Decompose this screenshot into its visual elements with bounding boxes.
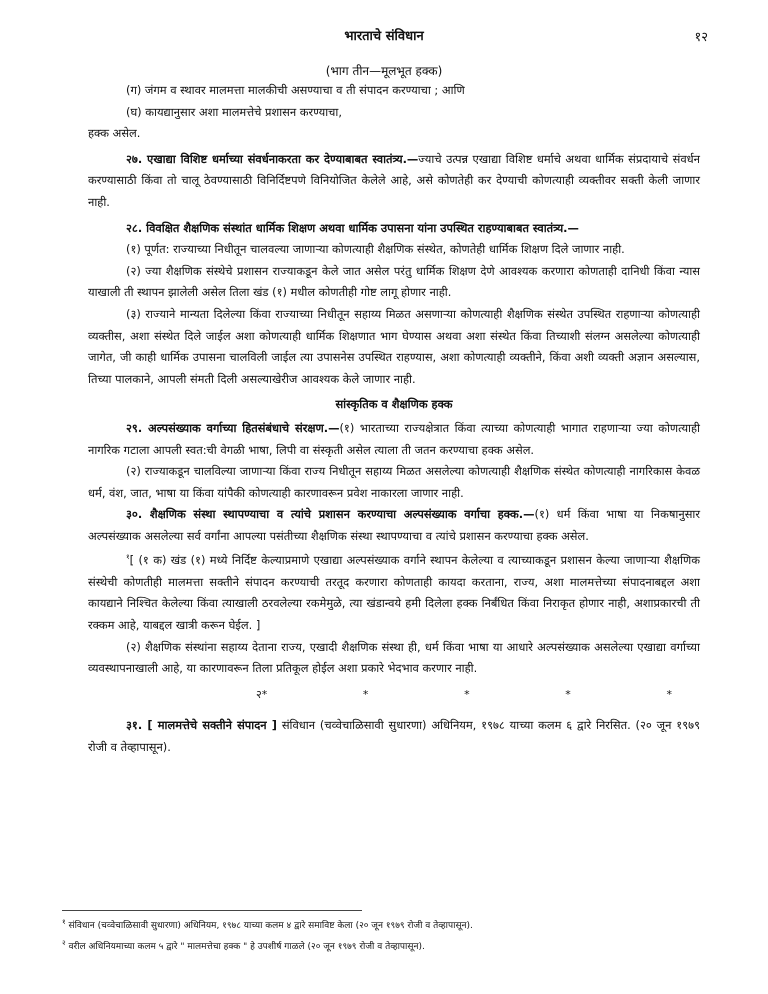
star-5: * <box>666 687 672 701</box>
footnote-2-mark: २ <box>62 939 66 947</box>
article-29-clause-1: (१) भारताच्या राज्यक्षेत्रात किंवा त्याच्या कोणत्याही भागात राहणाऱ्या ज्या कोणत्याही नागरिक गटाला आपली स्वत:ची वेगळी भाषा, लिपी वा संस्कृती असेल त्याला ती जतन करण्याचा हक्क असेल. <box>88 420 701 457</box>
star-2: * <box>362 687 369 701</box>
clause-26-c: (ग) जंगम व स्थावर मालमत्ता मालकीची असण्याचा व ती संपादन करण्याचा ; आणि <box>126 83 465 97</box>
article-28-heading: २८. विवक्षित शैक्षणिक संस्थांत धार्मिक शिक्षण अथवा धार्मिक उपासना यांना उपस्थित राहण्याबाबत स्वातंत्र्य.— <box>126 220 579 235</box>
clause-26-end: हक्क असेल. <box>88 126 141 141</box>
article-29-clause-2: (२) राज्याकडून चालविल्या जाणाऱ्या किंवा राज्य निधीतून सहाय्य मिळत असलेल्या कोणत्याही शैक्षणिक संस्थेत कोणत्याही नागरिकास केवळ धर्म, वंश, जात, भाषा या किंवा यांपैकी कोणत्याही कारणावरून प्रवेश नाकारला जाणार नाही. <box>88 464 700 500</box>
footnote-1 <box>62 914 722 935</box>
article-27-text: ज्याचे उत्पन्न एखाद्या विशिष्ट धर्माचे अथवा धार्मिक संप्रदायाचे संवर्धन करण्यासाठी किंवा तो चालू ठेवण्यासाठी विनिर्दिष्टपणे विनियोजित केलेले आहे, असे कोणतेही कर देण्याची कोणत्याही व्यक्तीवर सक्ती केली जाणार नाही. <box>88 151 700 209</box>
article-31 <box>88 715 700 758</box>
page-header-title: भारताचे संविधान <box>344 29 424 44</box>
clause-26-d: (घ) कायद्यानुसार अशा मालमत्तेचे प्रशासन करण्याचा, <box>126 104 342 119</box>
star-3: * <box>464 687 470 701</box>
part-heading: (भाग तीन—मूलभूत हक्क) <box>325 64 443 78</box>
footnote-ref-1[interactable]: १ <box>126 553 130 562</box>
footnote-1-text: संविधान (चव्वेचाळिसावी सुधारणा) अधिनियम, १९७८ याच्या कलम ४ द्वारे समाविष्ट केला (२० जून १९७९ रोजी व तेव्हापासून). <box>68 921 473 931</box>
footnote-2 <box>62 935 722 956</box>
section-heading: सांस्कृतिक व शैक्षणिक हक्क <box>335 397 453 412</box>
star-4: * <box>565 687 571 701</box>
footnote-1-mark: १ <box>62 918 66 926</box>
document-body <box>88 80 700 759</box>
article-29 <box>88 418 700 461</box>
article-27 <box>88 149 700 214</box>
article-30 <box>88 504 700 547</box>
article-30-heading: ३०. शैक्षणिक संस्था स्थापण्याचा व त्यांचे प्रशासन करण्याचा अल्पसंख्याक वर्गाचा हक्क.— <box>126 507 535 522</box>
article-30-clause-1: (१) धर्म किंवा भाषा या निकषानुसार अल्पसंख्याक असलेल्या सर्व वर्गांना आपल्या पसंतीच्या शैक्षणिक संस्था स्थापण्याचा व त्यांचे प्रशासन करण्याचा हक्क असेल. <box>88 507 701 543</box>
article-28-clause-2: (२) ज्या शैक्षणिक संस्थेचे प्रशासन राज्याकडून केले जात असेल परंतु धार्मिक शिक्षण देणे आवश्यक करणारा कोणताही दानिधी किंवा न्यास याखाली ती स्थापन झालेली असेल तिला खंड (१) मधील कोणतीही गोष्ट लागू होणार नाही. <box>88 263 700 300</box>
omission-stars <box>88 684 700 706</box>
page-number: १२ <box>694 30 708 45</box>
article-28 <box>88 218 700 240</box>
article-31-text: संविधान (चव्वेचाळिसावी सुधारणा) अधिनियम, १९७८ याच्या कलम ६ द्वारे निरसित. (२० जून १९७९ रोजी व तेव्हापासून). <box>88 718 700 755</box>
article-28-clause-3: (३) राज्याने मान्यता दिलेल्या किंवा राज्याच्या निधीतून सहाय्य मिळत असणाऱ्या कोणत्याही शैक्षणिक संस्थेत उपस्थित राहणाऱ्या कोणत्याही व्यक्तीस, अशा संस्थेत दिले जाईल अशा कोणत्याही धार्मिक शिक्षणात भाग घेण्यास अथवा अशा संस्थेत किंवा तिच्याशी संलग्न असलेल्या कोणत्याही जागेत, जी काही धार्मिक उपासना चालविली जाईल त्या उपासनेस उपस्थित राहण्यास, अशा कोणत्याही व्यक्तीने, किंवा अशी व्यक्ती अज्ञान असल्यास, तिच्या पालकाने, आपली संमती दिली असल्याखेरीज आवश्यक केले जाणार नाही. <box>88 306 700 386</box>
article-27-heading: २७. एखाद्या विशिष्ट धर्माच्या संवर्धनाकरता कर देण्याबाबत स्वातंत्र्य.— <box>126 151 419 166</box>
footnote-2-text: वरील अधिनियमाच्या कलम ५ द्वारे " मालमत्तेचा हक्क " हे उपशीर्ष गाळले (२० जून १९७९ रोजी व तेव्हापासून). <box>68 942 425 952</box>
star-1: २* <box>256 687 268 701</box>
article-30-clause-1a-text: [ (१ क) खंड (१) मध्ये निर्दिष्ट केल्याप्रमाणे एखाद्या अल्पसंख्याक वर्गाने स्थापन केलेल्या व त्याच्याकडून प्रशासन केल्या जाणाऱ्या शैक्षणिक संस्थेची कोणतीही मालमत्ता सक्तीने संपादन करण्याची तरतूद करणारा कोणताही कायदा करताना, राज्य, अशा मालमत्तेच्या संपादनाबद्दल अशा कायद्याने निश्चित केलेल्या किंवा त्याखाली ठरवलेल्या रकमेमुळे, त्या खंडान्वये हमी दिलेला हक्क निर्बंधित किंवा निराकृत होणार नाही, अशाप्रकारची ती रक्कम आहे, याबद्दल खात्री करून घेईल. ] <box>88 553 700 633</box>
article-28-clause-1: (१) पूर्णत: राज्याच्या निधीतून चालवल्या जाणाऱ्या कोणत्याही शैक्षणिक संस्थेत, कोणतेही धार्मिक शिक्षण दिले जाणार नाही. <box>126 242 625 257</box>
footnotes <box>62 914 722 956</box>
article-29-heading: २९. अल्पसंख्याक वर्गाच्या हितसंबंधाचे संरक्षण.— <box>126 420 340 435</box>
article-30-clause-1a <box>88 547 700 636</box>
article-30-clause-2: (२) शैक्षणिक संस्थांना सहाय्य देताना राज्य, एखादी शैक्षणिक संस्था ही, धर्म किंवा भाषा या आधारे अल्पसंख्याक असलेल्या एखाद्या वर्गाच्या व्यवस्थापनाखाली आहे, या कारणावरून तिला प्रतिकूल होईल अशा प्रकारे भेदभाव करणार नाही. <box>88 639 700 676</box>
article-31-heading: ३१. [ मालमत्तेचे सक्तीने संपादन ] <box>126 718 277 733</box>
footnote-divider <box>62 910 362 911</box>
